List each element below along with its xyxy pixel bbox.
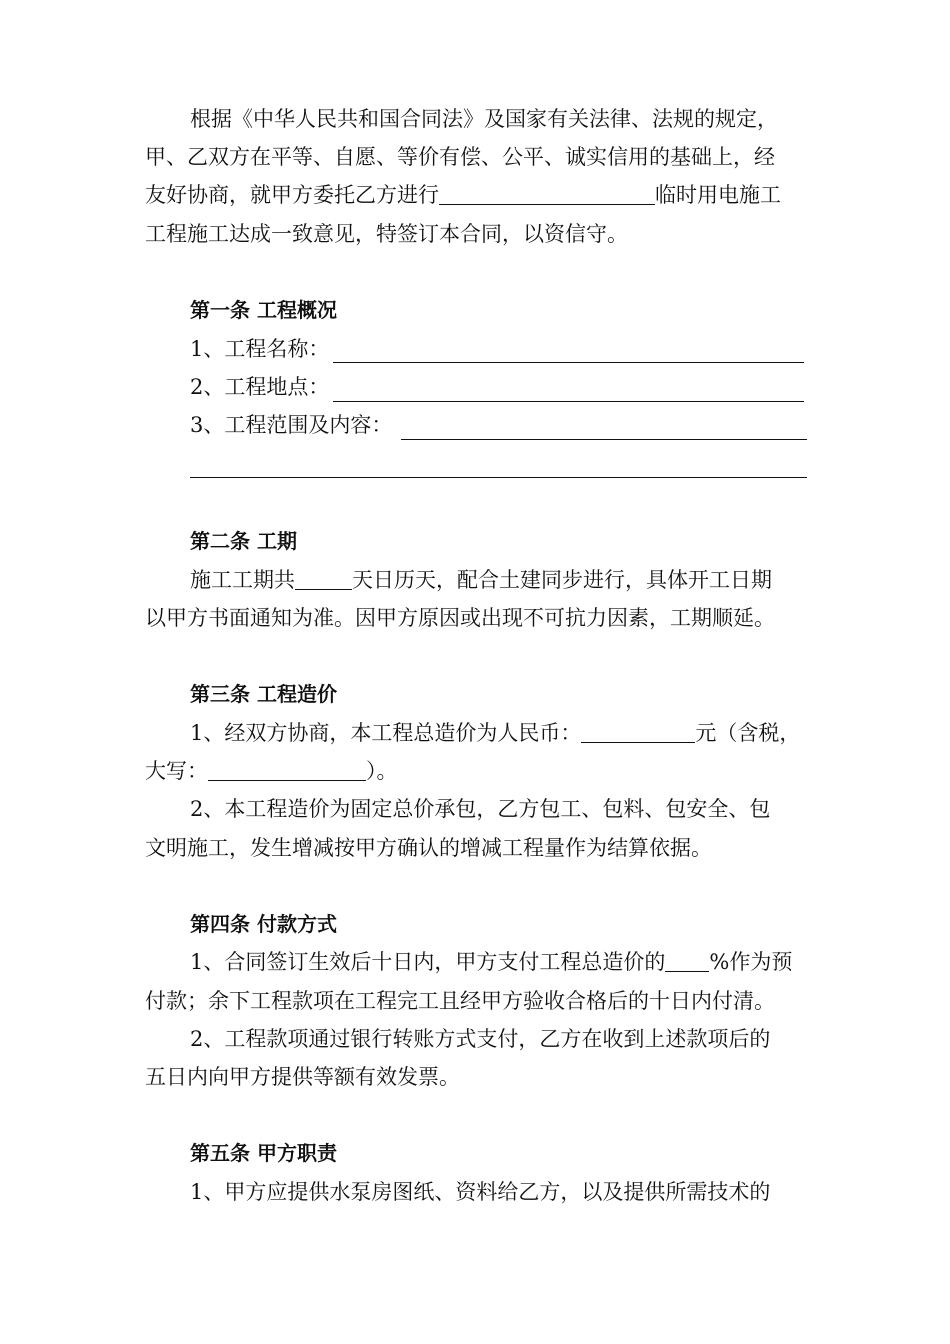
- project-name-label: 1、工程名称：: [190, 337, 330, 361]
- duration-days-blank: [295, 567, 352, 590]
- project-location-field: [333, 401, 804, 402]
- article-5-title: 第五条 甲方职责: [190, 1141, 337, 1165]
- article-3-p1-line-1: [190, 718, 800, 748]
- article-5-p1-line-1: 1、甲方应提供水泵房图纸、资料给乙方，以及提供所需技术的: [190, 1180, 771, 1204]
- price-capital-label: 大写：: [145, 759, 208, 783]
- article-1-title: 第一条 工程概况: [190, 298, 337, 322]
- article-4-p2-line-2: 五日内向甲方提供等额有效发票。: [145, 1065, 460, 1089]
- project-scope-field-line-2: [190, 477, 807, 478]
- project-blank: [439, 182, 655, 205]
- article-3-title: 第三条 工程造价: [190, 682, 337, 706]
- intro-line-2: 甲、乙双方在平等、自愿、等价有偿、公平、诚实信用的基础上，经: [145, 145, 775, 169]
- article-4-p2-line-1: 2、工程款项通过银行转账方式支付，乙方在收到上述款项后的: [190, 1027, 771, 1051]
- prepayment-tail: %作为预: [709, 950, 793, 974]
- prepayment-percent-blank: [665, 949, 709, 972]
- article-3-p2-line-1: 2、本工程造价为固定总价承包，乙方包工、包料、包安全、包: [190, 797, 771, 821]
- intro-line-3-tail: 临时用电施工: [655, 183, 781, 207]
- article-3-p2-line-2: 文明施工，发生增减按甲方确认的增减工程量作为结算依据。: [145, 836, 712, 860]
- project-name-field: [333, 362, 804, 363]
- price-capital-blank: [208, 758, 366, 781]
- article-2-line-2: 以甲方书面通知为准。因甲方原因或出现不可抗力因素，工期顺延。: [145, 606, 775, 630]
- duration-text: 天日历天，配合土建同步进行，具体开工日期: [352, 568, 772, 592]
- project-scope-field: [401, 439, 807, 440]
- article-1-item-1: [190, 334, 329, 364]
- article-3-p1-line-2: [145, 756, 398, 786]
- article-2-title: 第二条 工期: [190, 529, 297, 553]
- intro-line-3-text: 友好协商，就甲方委托乙方进行: [145, 183, 439, 207]
- price-capital-close: ）。: [366, 759, 398, 783]
- total-price-label: 1、经双方协商，本工程总造价为人民币：: [190, 721, 582, 745]
- article-4-p1-line-1: [190, 947, 792, 977]
- article-1-item-3: [190, 410, 392, 440]
- intro-line-3: [145, 180, 781, 210]
- article-4-title: 第四条 付款方式: [190, 912, 337, 936]
- project-scope-label: 3、工程范围及内容：: [190, 413, 393, 437]
- article-4-p1-line-2: 付款；余下工程款项在工程完工且经甲方验收合格后的十日内付清。: [145, 989, 775, 1013]
- intro-line-4: 工程施工达成一致意见，特签订本合同，以资信守。: [145, 222, 628, 246]
- project-location-label: 2、工程地点：: [190, 375, 330, 399]
- total-price-blank: [581, 720, 695, 743]
- article-2-line-1: [190, 565, 772, 595]
- intro-line-1: 根据《中华人民共和国合同法》及国家有关法律、法规的规定，: [190, 107, 778, 131]
- duration-label: 施工工期共: [190, 568, 295, 592]
- prepayment-label: 1、合同签订生效后十日内，甲方支付工程总造价的: [190, 950, 666, 974]
- total-price-unit: 元（含税，: [695, 721, 801, 745]
- article-1-item-2: [190, 372, 329, 402]
